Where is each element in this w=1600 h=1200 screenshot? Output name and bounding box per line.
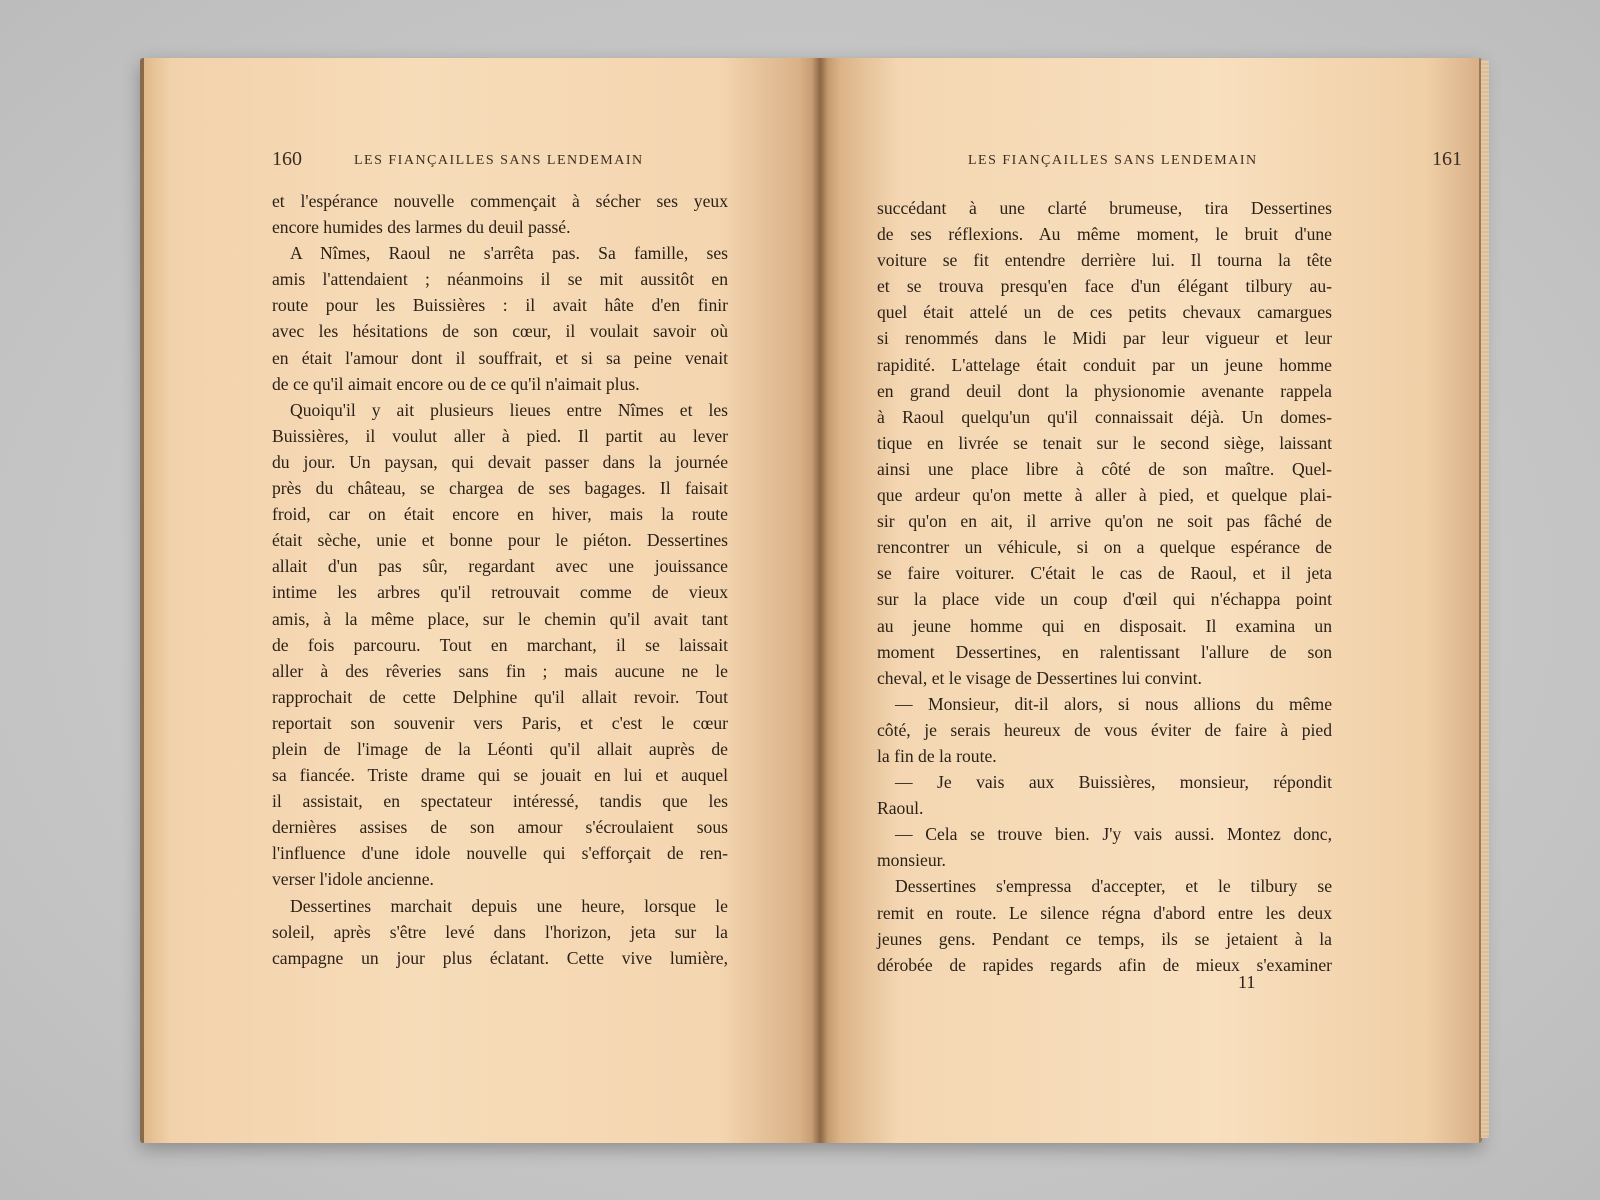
text-line: se faire voiturer. C'était le cas de Raoul, et il jeta	[877, 563, 1332, 584]
text-line: dernières assises de son amour s'écroulaient sous	[272, 817, 728, 838]
text-line: Dessertines s'empressa d'accepter, et le tilbury se	[895, 876, 1332, 897]
text-line: du jour. Un paysan, qui devait passer dans la journée	[272, 451, 728, 472]
book-gutter	[812, 58, 828, 1143]
text-line: quel était attelé un de ces petits chevaux camargues	[877, 302, 1332, 323]
left-page-number: 160	[272, 148, 302, 170]
text-line: Raoul.	[877, 798, 924, 819]
text-line: — Monsieur, dit-il alors, si nous allions du même	[895, 693, 1332, 714]
text-line: jeunes gens. Pendant ce temps, ils se jetaient à la	[877, 928, 1332, 949]
text-line: l'influence d'une idole nouvelle qui s'efforçait de ren-	[272, 843, 728, 864]
text-line: encore humides des larmes du deuil passé.	[272, 217, 571, 238]
right-running-header: LES FIANÇAILLES SANS LENDEMAIN	[968, 153, 1258, 168]
text-line: et l'espérance nouvelle commençait à sécher ses yeux	[272, 191, 728, 211]
right-page	[820, 58, 1482, 1143]
text-line: — Je vais aux Buissières, monsieur, répondit	[895, 772, 1332, 793]
text-line: et se trouva presqu'en face d'un élégant tilbury au-	[877, 276, 1332, 297]
text-line: était sèche, unie et bonne pour le piéton. Dessertines	[272, 530, 728, 551]
text-line: sir qu'on en ait, il arrive qu'on ne soit pas fâché de	[877, 511, 1332, 532]
text-line: sur la place vide un coup d'œil qui n'échappa point	[877, 589, 1332, 610]
text-line: ainsi une place libre à côté de son maître. Quel-	[877, 458, 1332, 479]
text-line: reportait son souvenir vers Paris, et c'est le cœur	[272, 712, 728, 733]
text-line: cheval, et le visage de Dessertines lui convint.	[877, 667, 1202, 688]
text-line: la fin de la route.	[877, 745, 997, 766]
text-line: de ce qu'il aimait encore ou de ce qu'il n'aimait plus.	[272, 373, 640, 394]
text-line: à Raoul quelqu'un qu'il connaissait déjà. Un domes-	[877, 406, 1332, 427]
text-line: amis l'attendaient ; néanmoins il se mit aussitôt en	[272, 269, 728, 290]
text-line: route pour les Buissières : il avait hâte d'en finir	[272, 295, 728, 316]
text-line: plein de l'image de la Léonti qu'il allait auprès de	[272, 738, 728, 759]
signature-mark: 11	[1238, 972, 1256, 992]
text-line: amis, à la même place, sur le chemin qu'il avait tant	[272, 608, 728, 629]
text-line: il assistait, en spectateur intéressé, tandis que les	[272, 791, 728, 812]
text-line: de fois parcouru. Tout en marchant, il se laissait	[272, 634, 728, 655]
text-line: sa fiancée. Triste drame qui se jouait en lui et auquel	[272, 765, 728, 786]
text-line: campagne un jour plus éclatant. Cette vive lumière,	[272, 947, 728, 968]
text-line: en était l'amour dont il souffrait, et si sa peine venait	[272, 347, 728, 368]
text-line: côté, je serais heureux de vous éviter de faire à pied	[877, 719, 1332, 740]
text-line: intime les arbres qu'il retrouvait comme de vieux	[272, 582, 728, 603]
text-line: Dessertines marchait depuis une heure, lorsque le	[290, 895, 728, 916]
text-line: A Nîmes, Raoul ne s'arrêta pas. Sa famille, ses	[290, 243, 728, 264]
text-line: avec les hésitations de son cœur, il voulait savoir où	[272, 321, 728, 342]
text-line: verser l'idole ancienne.	[272, 869, 434, 890]
text-line: que ardeur qu'on mette à aller à pied, et quelque plai-	[877, 485, 1332, 506]
text-line: succédant à une clarté brumeuse, tira Dessertines	[877, 198, 1332, 218]
right-page-number: 161	[1432, 148, 1462, 170]
text-line: voiture se fit entendre derrière lui. Il tourna la tête	[877, 250, 1332, 271]
text-line: dérobée de rapides regards afin de mieux s'examiner	[877, 954, 1332, 975]
text-line: moment Dessertines, en ralentissant l'allure de son	[877, 641, 1332, 662]
text-line: de ses réflexions. Au même moment, le bruit d'une	[877, 224, 1332, 245]
left-running-header: LES FIANÇAILLES SANS LENDEMAIN	[354, 153, 644, 168]
text-line: froid, car on était encore en hiver, mais la route	[272, 504, 728, 525]
text-line: rapprochait de cette Delphine qu'il allait revoir. Tout	[272, 686, 728, 707]
text-line: Buissières, il voulut aller à pied. Il partit au lever	[272, 425, 728, 446]
text-line: remit en route. Le silence régna d'abord entre les deux	[877, 902, 1332, 923]
text-line: rencontrer un véhicule, si on a quelque espérance de	[877, 537, 1332, 558]
left-page-text	[272, 188, 728, 971]
open-book	[140, 58, 1482, 1143]
text-line: aller à des rêveries sans fin ; mais aucune ne le	[272, 660, 728, 681]
text-line: au jeune homme qui en disposait. Il examina un	[877, 615, 1332, 636]
text-line: rapidité. L'attelage était conduit par un jeune homme	[877, 354, 1332, 375]
text-line: en grand deuil dont la physionomie avenante rappela	[877, 380, 1332, 401]
text-line: monsieur.	[877, 850, 946, 871]
text-line: — Cela se trouve bien. J'y vais aussi. Montez donc,	[895, 824, 1332, 845]
right-page-text	[877, 195, 1332, 978]
text-line: soleil, après s'être levé dans l'horizon, jeta sur la	[272, 921, 728, 942]
text-line: près du château, se chargea de ses bagages. Il faisait	[272, 478, 728, 499]
left-page	[140, 58, 820, 1143]
text-line: si renommés dans le Midi par leur vigueur et leur	[877, 328, 1332, 349]
text-line: tique en livrée se tenait sur le second siège, laissant	[877, 432, 1332, 453]
text-line: allait d'un pas sûr, regardant avec une jouissance	[272, 556, 728, 577]
text-line: Quoiqu'il y ait plusieurs lieues entre Nîmes et les	[290, 399, 728, 420]
